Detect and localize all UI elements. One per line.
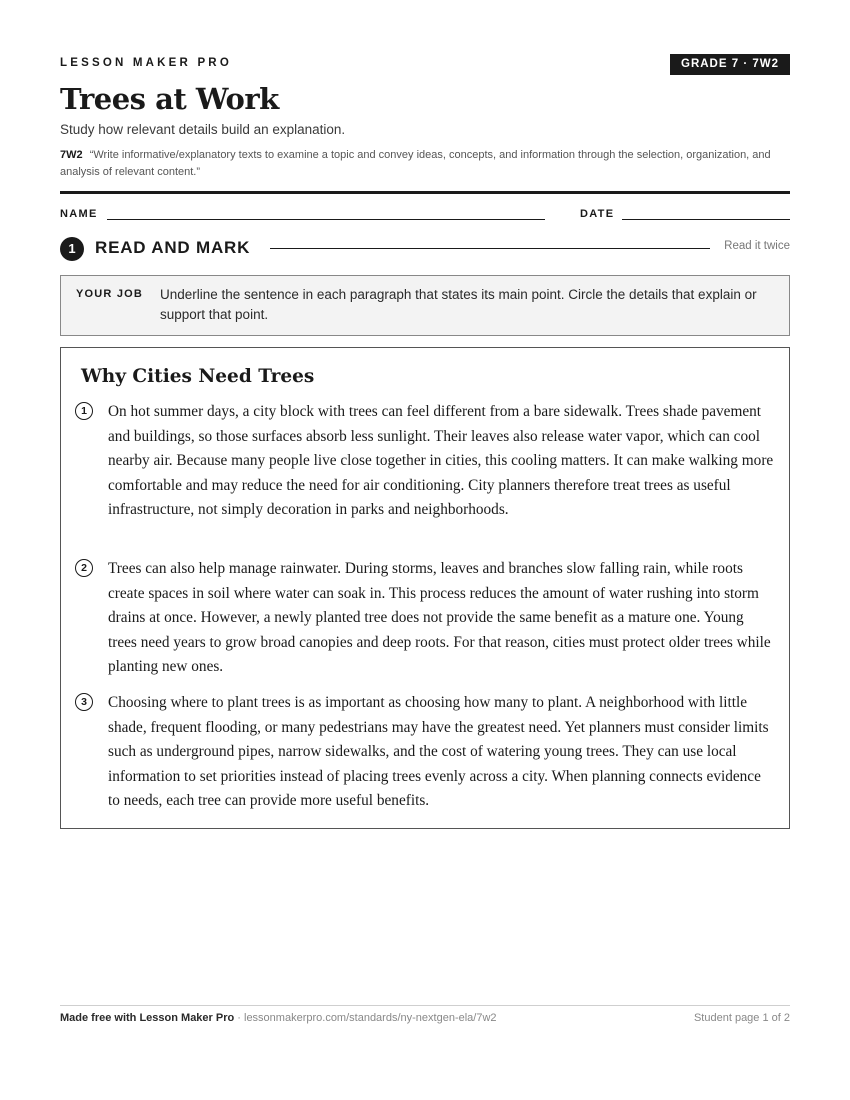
- date-label: DATE: [580, 208, 615, 220]
- passage-title: Why Cities Need Trees: [81, 366, 315, 387]
- header-divider: [60, 191, 790, 194]
- section-divider: [270, 248, 710, 249]
- standard-code: 7W2: [60, 149, 83, 161]
- paragraph-number: 1: [75, 402, 93, 420]
- section-title: READ AND MARK: [95, 238, 251, 257]
- footer-url[interactable]: lessonmakerpro.com/standards/ny-nextgen-ela/7w2: [244, 1012, 497, 1024]
- footer-credit: [60, 1012, 497, 1024]
- footer-page-number: Student page 1 of 2: [693, 1012, 790, 1024]
- section-note: Read it twice: [724, 240, 790, 252]
- name-field[interactable]: [107, 219, 545, 220]
- footer-made-with: Made free with Lesson Maker Pro: [60, 1012, 235, 1024]
- instructions-text: Underline the sentence in each paragraph that states its main point. Circle the details that explain or support that point.: [160, 287, 757, 322]
- instructions-box: [60, 275, 790, 336]
- worksheet-page: [60, 0, 790, 1100]
- paragraph-number: 2: [75, 559, 93, 577]
- brand-name: LESSON MAKER PRO: [60, 57, 232, 69]
- standard-description: [60, 147, 780, 181]
- instructions-label: YOUR JOB: [76, 288, 144, 300]
- footer-divider: [60, 1005, 790, 1006]
- page-subtitle: Study how relevant details build an explanation.: [60, 122, 346, 137]
- paragraph-number: 3: [75, 693, 93, 711]
- paragraph-text: Choosing where to plant trees is as important as choosing how many to plant. A neighborhood with little shade, frequent flooding, or many pedestrians may have the greatest need. Yet planners must consider limits such as underground pipes, narrow sidewalks, and the cost of watering young trees. They can use local information to set priorities instead of placing trees evenly across a city. When planning connects evidence to needs, each tree can provide more useful benefits.: [108, 694, 769, 809]
- paragraph-text: On hot summer days, a city block with trees can feel different from a bare sidewalk. Trees shade pavement and buildings, so those surfaces absorb less sunlight. Their leaves also release water vapor, which can cool nearby air. Because many people live close together in cities, this cooling matters. It can make walking more comfortable and may reduce the need for air conditioning. City planners therefore treat trees as useful infrastructure, not simply decoration in parks and neighborhoods.: [108, 403, 774, 518]
- page-title: Trees at Work: [60, 82, 279, 116]
- reading-passage: [60, 347, 790, 829]
- name-label: NAME: [60, 208, 98, 220]
- grade-badge: GRADE 7 · 7W2: [670, 54, 790, 75]
- footer-separator: ·: [234, 1012, 244, 1024]
- section-number-badge: 1: [60, 237, 84, 261]
- paragraph-text: Trees can also help manage rainwater. During storms, leaves and branches slow falling rain, while roots create spaces in soil where water can soak in. This process reduces the amount of water rushing into storm drains at once. However, a newly planted tree does not provide the same benefit as a mature one. Young trees need years to grow broad canopies and deep roots. For that reason, cities must protect older trees while planting new ones.: [108, 560, 771, 675]
- standard-text: “Write informative/explanatory texts to examine a topic and convey ideas, concepts, and information through the selection, organization, and analysis of relevant content.”: [60, 149, 771, 178]
- date-field[interactable]: [622, 219, 790, 220]
